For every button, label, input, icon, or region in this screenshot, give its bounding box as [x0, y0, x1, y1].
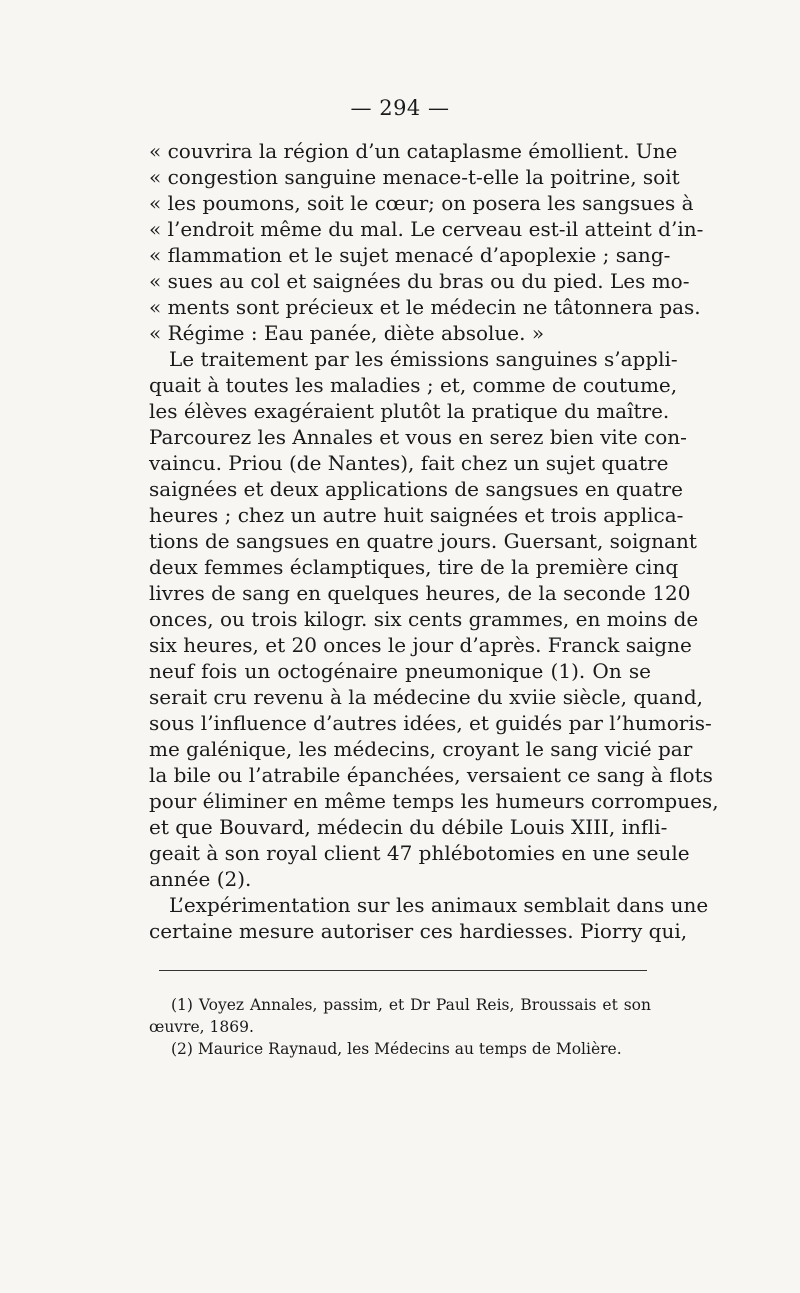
text-line: neuf fois un octogénaire pneumonique (1). On se [149, 659, 651, 683]
footnote-divider [159, 970, 647, 971]
text-line: les élèves exagéraient plutôt la pratique du maître. [149, 399, 670, 423]
text-line: « flammation et le sujet menacé d’apoplexie ; sang- [149, 243, 671, 267]
text-line: six heures, et 20 onces le jour d’après. Franck saigne [149, 633, 692, 657]
text-line: serait cru revenu à la médecine du xviie siècle, quand, [149, 685, 703, 709]
text-line: « les poumons, soit le cœur; on posera les sangsues à [149, 191, 694, 215]
text-line: « couvrira la région d’un cataplasme émollient. Une [149, 139, 678, 163]
text-line: pour éliminer en même temps les humeurs corrompues, [149, 789, 719, 813]
body-text [149, 138, 719, 944]
text-line: « l’endroit même du mal. Le cerveau est-il atteint d’in- [149, 217, 704, 241]
text-line: saignées et deux applications de sangsues en quatre [149, 477, 683, 501]
text-line: geait à son royal client 47 phlébotomies en une seule [149, 841, 690, 865]
footnotes [149, 994, 651, 1060]
text-line: livres de sang en quelques heures, de la seconde 120 [149, 581, 691, 605]
text-line: certaine mesure autoriser ces hardiesses. Piorry qui, [149, 919, 688, 943]
text-line: quait à toutes les maladies ; et, comme de coutume, [149, 373, 678, 397]
footnote-line: (2) Maurice Raynaud, les Médecins au temps de Molière. [171, 1040, 622, 1058]
text-line: me galénique, les médecins, croyant le sang vicié par [149, 737, 693, 761]
text-line: Le traitement par les émissions sanguines s’appli- [169, 347, 678, 371]
footnote-line: (1) Voyez Annales, passim, et Dr Paul Reis, Broussais et son [171, 996, 651, 1014]
text-line: Parcourez les Annales et vous en serez bien vite con- [149, 425, 687, 449]
text-line: sous l’influence d’autres idées, et guidés par l’humoris- [149, 711, 712, 735]
text-line: heures ; chez un autre huit saignées et trois applica- [149, 503, 684, 527]
text-line: la bile ou l’atrabile épanchées, versaient ce sang à flots [149, 763, 713, 787]
text-line: année (2). [149, 867, 252, 891]
footnote-line: œuvre, 1869. [149, 1018, 254, 1036]
text-line: deux femmes éclamptiques, tire de la première cinq [149, 555, 679, 579]
text-line: tions de sangsues en quatre jours. Guersant, soignant [149, 529, 697, 553]
text-line: vaincu. Priou (de Nantes), fait chez un sujet quatre [149, 451, 669, 475]
text-line: « Régime : Eau panée, diète absolue. » [149, 321, 545, 345]
text-line: « ments sont précieux et le médecin ne tâtonnera pas. [149, 295, 701, 319]
text-line: « sues au col et saignées du bras ou du pied. Les mo- [149, 269, 690, 293]
text-line: L’expérimentation sur les animaux semblait dans une [169, 893, 709, 917]
page-number: — 294 — [350, 96, 450, 120]
text-line: et que Bouvard, médecin du débile Louis XIII, infli- [149, 815, 668, 839]
text-line: « congestion sanguine menace-t-elle la poitrine, soit [149, 165, 680, 189]
text-line: onces, ou trois kilogr. six cents grammes, en moins de [149, 607, 699, 631]
